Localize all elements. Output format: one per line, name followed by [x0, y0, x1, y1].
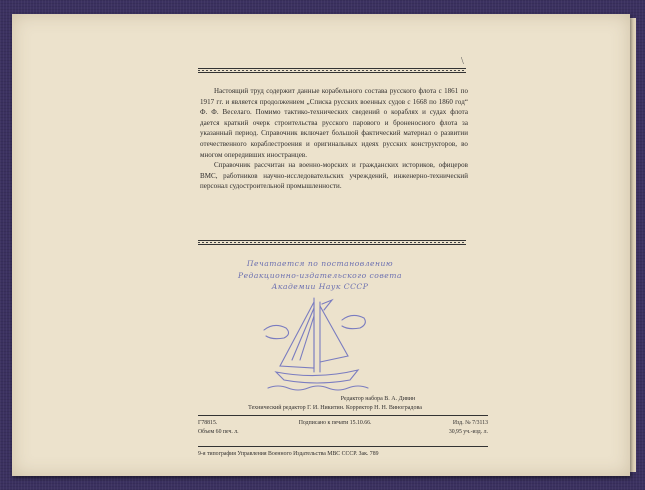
printing-house-line: 9-я типография Управления Военного Издательства МВС СССР. Зак. 789 [198, 451, 379, 457]
stamp-line-1: Печатается по постановлению [246, 259, 394, 268]
imprint-publisher-sheets: 30,95 уч.-изд. л. [448, 429, 488, 435]
imprint-signed-date: Подписано к печати 15.10.66. [298, 420, 372, 426]
corner-mark: \ [461, 56, 464, 67]
annotation-paragraph-1: Настоящий труд содержит данные корабельного состава русского флота с 1861 по 1917 гг. и является продолжением „Списка русских военных судов с 1668 по 1860 год“ Ф. Ф. Веселаго. Помимо тактико-технических сведений о кораблях и судах флота дается краткий очерк строительства русского парового и броненосного флота за указанный период. Справочник включает большой фактический материал о развитии отечественного кораблестроения и оригинальных идеях русских конструкторов, во многом опередивших иностранцев. [200, 87, 468, 159]
footer-rule [198, 446, 488, 448]
page-edge [630, 18, 636, 472]
imprint-row-2 [198, 428, 488, 437]
top-rule [198, 68, 466, 73]
technical-editor-credit: Технический редактор Г. И. Никитин. Корректор Н. Н. Виноградова [248, 405, 422, 411]
editor-credit: Редактор набора В. А. Дивин [340, 396, 416, 402]
bottom-rule [198, 240, 466, 245]
imprint-block [198, 419, 488, 437]
imprint-edition-number: Изд. № 7/3113 [452, 420, 488, 426]
publication-stamp [200, 258, 440, 293]
imprint-volume: Объем 60 печ. л. [198, 429, 239, 435]
annotation-text [200, 86, 468, 192]
imprint-rule [198, 415, 488, 417]
stamp-line-3: Академии Наук СССР [271, 282, 369, 291]
annotation-paragraph-2: Справочник рассчитан на военно-морских и гражданских историков, офицеров ВМС, работников научно-исследовательских учреждений, инженерно-технический персонал судостроительной промышленности. [200, 161, 468, 191]
imprint-row-1 [198, 419, 488, 428]
stamp-line-2: Редакционно-издательского совета [237, 270, 403, 280]
imprint-code: Г78815. [198, 420, 218, 426]
sailboat-emblem-icon [262, 290, 372, 400]
